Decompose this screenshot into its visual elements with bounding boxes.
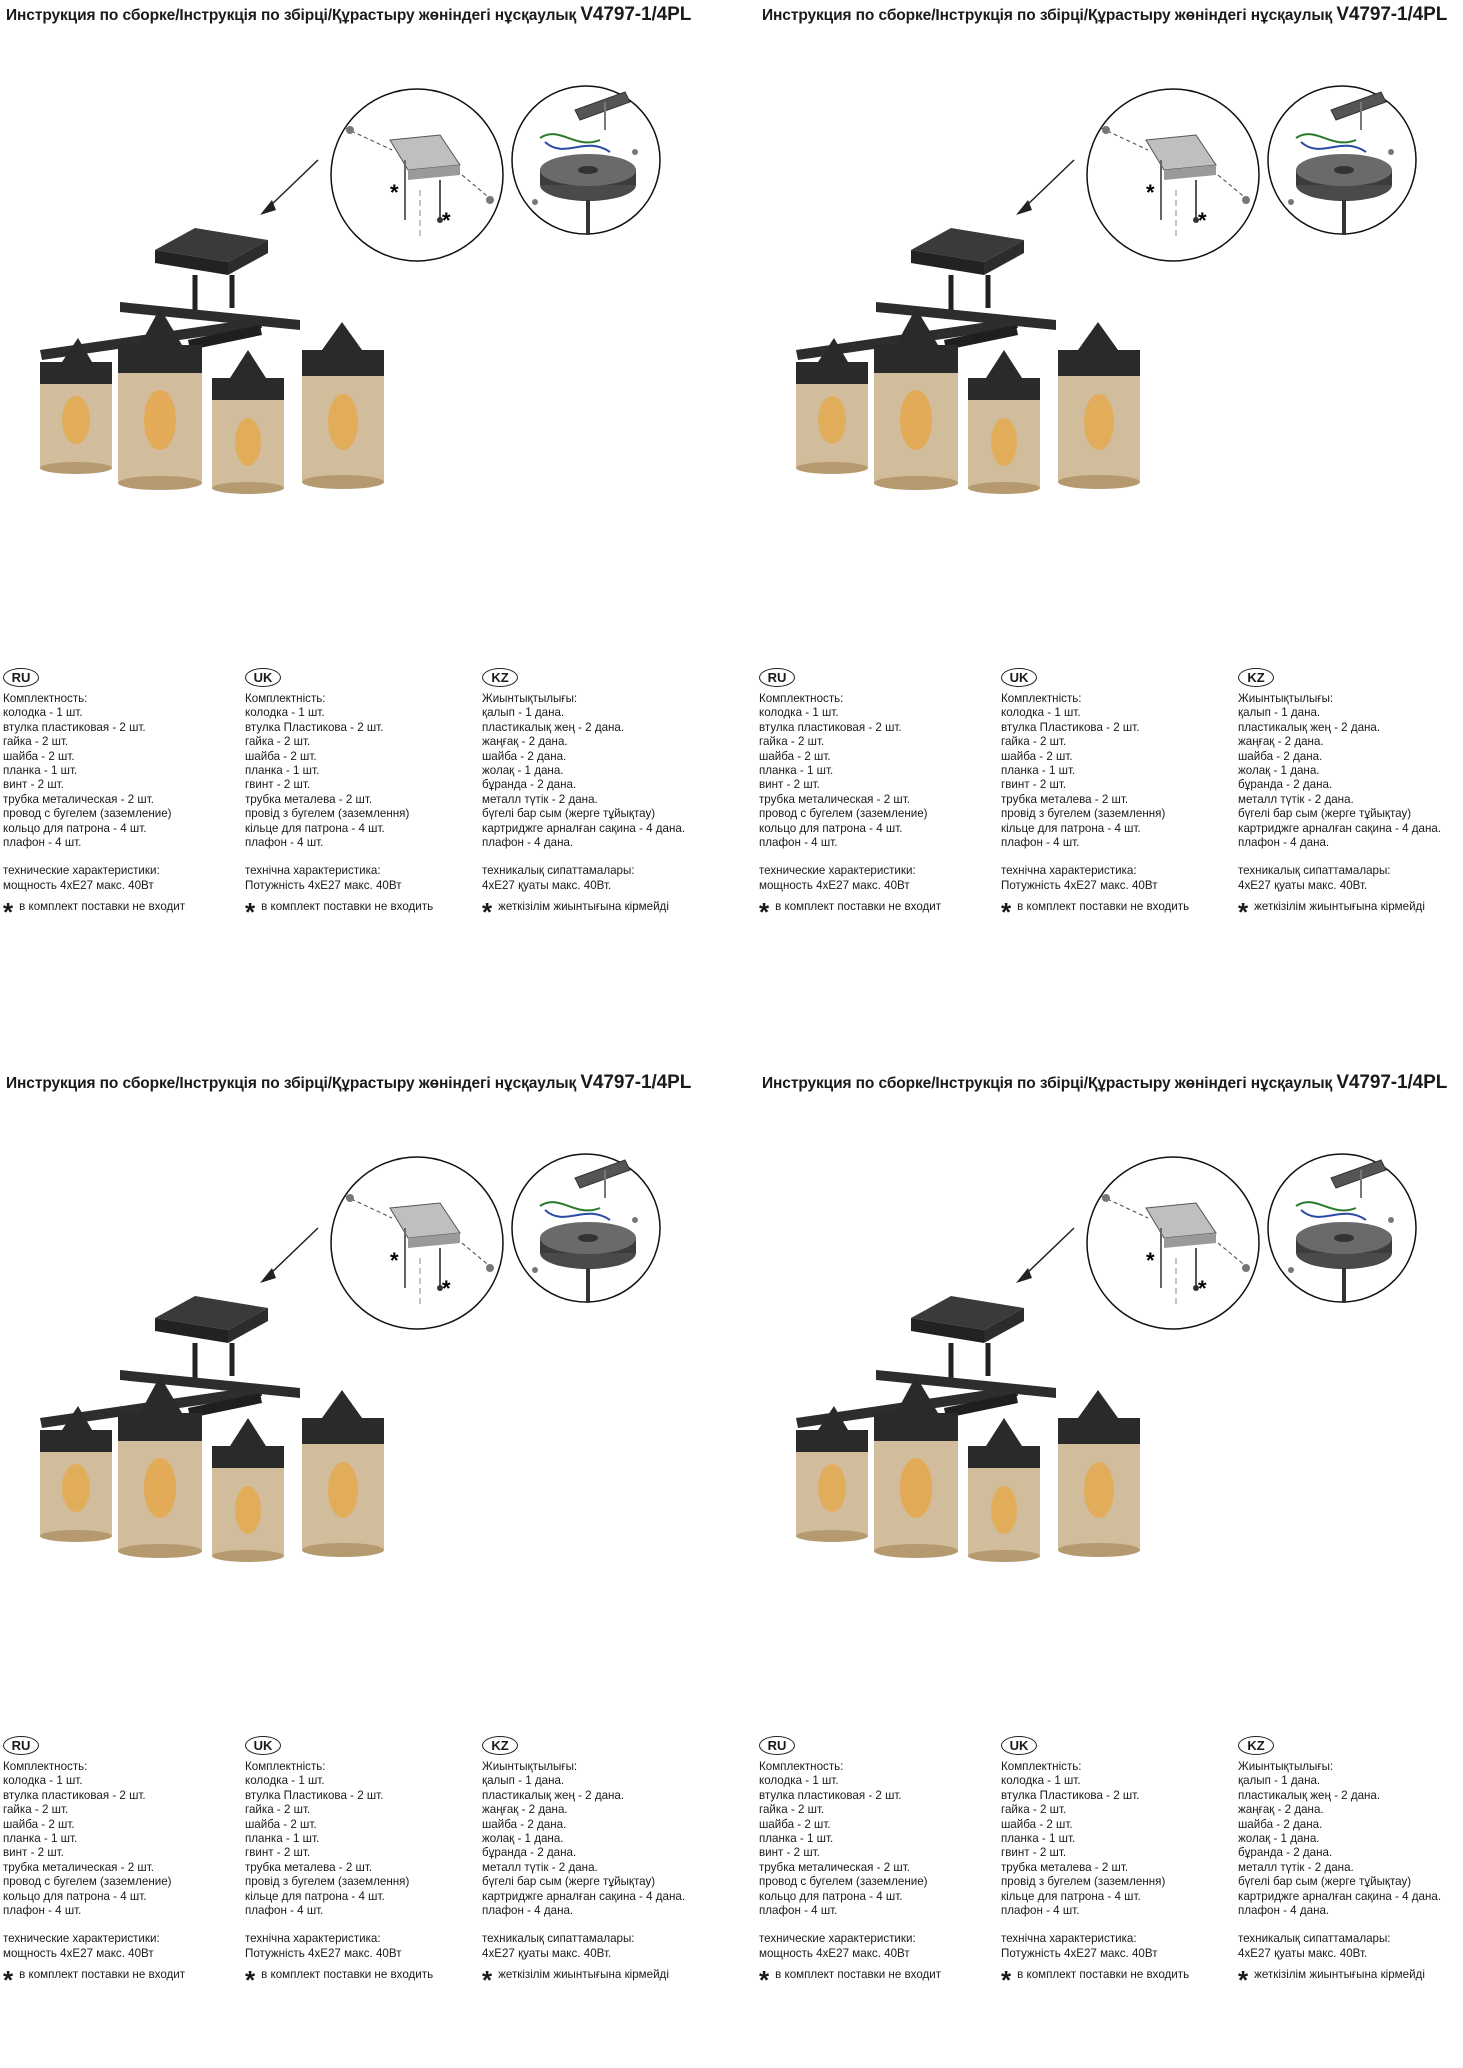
contents-heading: Комплектність: bbox=[1001, 692, 1082, 705]
contents-item: трубка металева - 2 шт. bbox=[1001, 792, 1129, 806]
contents-item: гайка - 2 шт. bbox=[245, 1803, 311, 1817]
contents-item: плафон - 4 шт. bbox=[245, 1904, 324, 1918]
model-number: V4797-1/4PL bbox=[1336, 1072, 1448, 1093]
spec-value: Потужність 4хЕ27 макс. 40Вт bbox=[1001, 1946, 1158, 1960]
contents-item: картриджге арналған сақина - 4 дана. bbox=[482, 1889, 686, 1903]
svg-text:*: * bbox=[442, 1276, 451, 1301]
asterisk-icon: * bbox=[245, 1965, 256, 1996]
contents-item: пластикалық жең - 2 дана. bbox=[482, 720, 625, 734]
wiring-detail bbox=[1268, 1154, 1416, 1303]
contents-item: винт - 2 шт. bbox=[759, 778, 820, 792]
language-badge: UK bbox=[1001, 668, 1037, 687]
shade-4 bbox=[302, 322, 384, 489]
contents-item: кольцо для патрона - 4 шт. bbox=[3, 821, 147, 835]
contents-item: бүгелі бар сым (жерге тұйықтау) bbox=[1238, 807, 1412, 821]
spec-title: технические характеристики: bbox=[759, 864, 916, 878]
shade-4 bbox=[1058, 322, 1140, 489]
contents-item: трубка металическая - 2 шт. bbox=[3, 1860, 154, 1874]
wiring-detail bbox=[512, 86, 660, 235]
wiring-detail bbox=[1268, 86, 1416, 235]
contents-item: втулка Пластикова - 2 шт. bbox=[1001, 1788, 1140, 1802]
column-kz bbox=[1238, 1736, 1463, 1996]
model-number: V4797-1/4PL bbox=[580, 4, 692, 25]
spec-title: технические характеристики: bbox=[759, 1932, 916, 1946]
contents-item: бұранда - 2 дана. bbox=[482, 1846, 577, 1860]
contents-item: плафон - 4 дана. bbox=[1238, 1904, 1330, 1918]
contents-item: бүгелі бар сым (жерге тұйықтау) bbox=[482, 807, 656, 821]
spec-title: техникалық сипаттамалары: bbox=[1238, 864, 1391, 878]
svg-text:*: * bbox=[1198, 208, 1207, 233]
spec-title: технічна характеристика: bbox=[245, 1932, 381, 1946]
contents-item: трубка металева - 2 шт. bbox=[1001, 1860, 1129, 1874]
svg-text:*: * bbox=[1146, 180, 1155, 205]
title-text: Инструкция по сборке/Інструкція по збірці/Құрастыру жөніндегі нұсқаулық bbox=[762, 7, 1333, 24]
contents-heading: Комплектность: bbox=[3, 1760, 88, 1773]
contents-item: плафон - 4 дана. bbox=[482, 836, 574, 850]
contents-item: гайка - 2 шт. bbox=[245, 735, 311, 749]
contents-item: кольцо для патрона - 4 шт. bbox=[759, 1889, 903, 1903]
not-included-text: в комплект поставки не входить bbox=[1017, 1968, 1190, 1982]
language-badge: UK bbox=[1001, 1736, 1037, 1755]
contents-item: гайка - 2 шт. bbox=[759, 735, 825, 749]
contents-item: винт - 2 шт. bbox=[759, 1846, 820, 1860]
contents-item: картриджге арналған сақина - 4 дана. bbox=[482, 821, 686, 835]
contents-item: плафон - 4 шт. bbox=[759, 836, 838, 850]
contents-item: провод с бугелем (заземление) bbox=[3, 1875, 172, 1889]
contents-item: планка - 1 шт. bbox=[1001, 1832, 1076, 1846]
contents-item: плафон - 4 дана. bbox=[1238, 836, 1330, 850]
spec-value: мощность 4хЕ27 макс. 40Вт bbox=[759, 1946, 910, 1960]
spec-value: 4хЕ27 қуаты макс. 40Вт. bbox=[1238, 1946, 1368, 1960]
contents-item: шайба - 2 шт. bbox=[1001, 749, 1073, 763]
contents-item: кольцо для патрона - 4 шт. bbox=[3, 1889, 147, 1903]
column-ru bbox=[759, 668, 995, 928]
contents-item: жолақ - 1 дана. bbox=[1238, 1832, 1320, 1846]
contents-item: провід з бугелем (заземлення) bbox=[245, 807, 410, 821]
contents-item: шайба - 2 дана. bbox=[482, 1817, 567, 1831]
contents-item: плафон - 4 шт. bbox=[759, 1904, 838, 1918]
contents-item: гвинт - 2 шт. bbox=[245, 1846, 311, 1860]
contents-item: металл түтік - 2 дана. bbox=[482, 1860, 598, 1874]
not-included-note bbox=[1001, 897, 1237, 928]
contents-item: плафон - 4 шт. bbox=[1001, 836, 1080, 850]
chandelier-illustration bbox=[0, 1108, 731, 1568]
contents-item: металл түтік - 2 дана. bbox=[1238, 792, 1354, 806]
mounting-bar-detail bbox=[1016, 1157, 1259, 1329]
spec-value: Потужність 4хЕ27 макс. 40Вт bbox=[245, 1946, 402, 1960]
instruction-panel bbox=[756, 0, 1463, 1000]
contents-item: кільце для патрона - 4 шт. bbox=[245, 1889, 385, 1903]
not-included-text: в комплект поставки не входить bbox=[1017, 900, 1190, 914]
contents-item: втулка Пластикова - 2 шт. bbox=[245, 720, 384, 734]
contents-item: жолақ - 1 дана. bbox=[1238, 764, 1320, 778]
page-title bbox=[762, 4, 1447, 26]
contents-item: шайба - 2 дана. bbox=[1238, 1817, 1323, 1831]
spec-title: техникалық сипаттамалары: bbox=[482, 1932, 635, 1946]
spec-value: мощность 4хЕ27 макс. 40Вт bbox=[759, 878, 910, 892]
spacer bbox=[3, 850, 239, 864]
contents-item: гвинт - 2 шт. bbox=[1001, 778, 1067, 792]
spacer bbox=[1238, 1918, 1463, 1932]
contents-heading: Комплектность: bbox=[759, 1760, 844, 1773]
contents-item: қалып - 1 дана. bbox=[482, 706, 565, 720]
column-ru bbox=[3, 1736, 239, 1996]
svg-text:*: * bbox=[1146, 1248, 1155, 1273]
contents-heading: Жиынтықтылығы: bbox=[482, 1760, 578, 1773]
spec-title: технічна характеристика: bbox=[1001, 1932, 1137, 1946]
column-uk bbox=[1001, 1736, 1237, 1996]
asterisk-icon: * bbox=[759, 1965, 770, 1996]
asterisk-icon: * bbox=[1001, 1965, 1012, 1996]
chandelier-drawing bbox=[40, 228, 384, 494]
contents-item: колодка - 1 шт. bbox=[1001, 706, 1081, 720]
contents-item: қалып - 1 дана. bbox=[1238, 706, 1321, 720]
spec-value: Потужність 4хЕ27 макс. 40Вт bbox=[1001, 878, 1158, 892]
spec-value: 4хЕ27 қуаты макс. 40Вт. bbox=[1238, 878, 1368, 892]
column-uk bbox=[1001, 668, 1237, 928]
contents-item: шайба - 2 шт. bbox=[1001, 1817, 1073, 1831]
spec-title: технические характеристики: bbox=[3, 864, 160, 878]
contents-item: колодка - 1 шт. bbox=[759, 706, 839, 720]
contents-heading: Комплектность: bbox=[759, 692, 844, 705]
spacer bbox=[482, 1918, 731, 1932]
contents-item: винт - 2 шт. bbox=[3, 778, 64, 792]
contents-item: колодка - 1 шт. bbox=[3, 1774, 83, 1788]
contents-item: гвинт - 2 шт. bbox=[245, 778, 311, 792]
contents-item: плафон - 4 шт. bbox=[3, 1904, 82, 1918]
contents-item: втулка пластиковая - 2 шт. bbox=[759, 1788, 902, 1802]
shade-3 bbox=[968, 1418, 1040, 1562]
instruction-panel bbox=[756, 1068, 1463, 2068]
spec-title: техникалық сипаттамалары: bbox=[482, 864, 635, 878]
contents-item: картриджге арналған сақина - 4 дана. bbox=[1238, 1889, 1442, 1903]
contents-heading: Жиынтықтылығы: bbox=[1238, 1760, 1334, 1773]
chandelier-illustration bbox=[0, 40, 731, 500]
language-badge: KZ bbox=[482, 668, 518, 687]
chandelier-drawing bbox=[40, 1296, 384, 1562]
column-uk bbox=[245, 1736, 481, 1996]
contents-item: втулка пластиковая - 2 шт. bbox=[3, 720, 146, 734]
contents-item: трубка металева - 2 шт. bbox=[245, 1860, 373, 1874]
contents-item: шайба - 2 шт. bbox=[759, 749, 831, 763]
contents-item: плафон - 4 шт. bbox=[245, 836, 324, 850]
asterisk-icon: * bbox=[3, 897, 14, 928]
model-number: V4797-1/4PL bbox=[1336, 4, 1448, 25]
not-included-text: в комплект поставки не входить bbox=[261, 900, 434, 914]
contents-item: гайка - 2 шт. bbox=[3, 1803, 69, 1817]
shade-4 bbox=[1058, 1390, 1140, 1557]
contents-item: жолақ - 1 дана. bbox=[482, 1832, 564, 1846]
contents-item: втулка Пластикова - 2 шт. bbox=[1001, 720, 1140, 734]
spec-value: 4хЕ27 қуаты макс. 40Вт. bbox=[482, 878, 612, 892]
shade-3 bbox=[212, 350, 284, 494]
asterisk-icon: * bbox=[1001, 897, 1012, 928]
contents-item: колодка - 1 шт. bbox=[3, 706, 83, 720]
not-included-note bbox=[482, 1965, 731, 1996]
asterisk-icon: * bbox=[245, 897, 256, 928]
asterisk-icon: * bbox=[759, 897, 770, 928]
language-badge: RU bbox=[759, 1736, 795, 1755]
mounting-bar-detail bbox=[1016, 89, 1259, 261]
spacer bbox=[245, 1918, 481, 1932]
asterisk-icon: * bbox=[482, 1965, 493, 1996]
spacer bbox=[245, 850, 481, 864]
contents-item: бұранда - 2 дана. bbox=[482, 778, 577, 792]
spacer bbox=[1001, 1918, 1237, 1932]
page-title bbox=[6, 1072, 691, 1094]
not-included-note bbox=[245, 1965, 481, 1996]
contents-item: винт - 2 шт. bbox=[3, 1846, 64, 1860]
contents-item: шайба - 2 дана. bbox=[1238, 749, 1323, 763]
contents-item: кільце для патрона - 4 шт. bbox=[245, 821, 385, 835]
contents-item: планка - 1 шт. bbox=[1001, 764, 1076, 778]
column-kz bbox=[482, 1736, 731, 1996]
chandelier-drawing bbox=[796, 228, 1140, 494]
spec-title: технічна характеристика: bbox=[245, 864, 381, 878]
svg-text:*: * bbox=[442, 208, 451, 233]
language-badge: UK bbox=[245, 668, 281, 687]
contents-item: кільце для патрона - 4 шт. bbox=[1001, 1889, 1141, 1903]
contents-item: гайка - 2 шт. bbox=[3, 735, 69, 749]
contents-item: колодка - 1 шт. bbox=[245, 1774, 325, 1788]
contents-item: шайба - 2 шт. bbox=[759, 1817, 831, 1831]
column-kz bbox=[482, 668, 731, 928]
column-kz bbox=[1238, 668, 1463, 928]
contents-item: картриджге арналған сақина - 4 дана. bbox=[1238, 821, 1442, 835]
not-included-note bbox=[1238, 1965, 1463, 1996]
contents-item: гвинт - 2 шт. bbox=[1001, 1846, 1067, 1860]
spacer bbox=[1238, 850, 1463, 864]
not-included-text: в комплект поставки не входит bbox=[19, 900, 186, 914]
contents-item: трубка металева - 2 шт. bbox=[245, 792, 373, 806]
contents-item: планка - 1 шт. bbox=[245, 1832, 320, 1846]
chandelier-drawing bbox=[796, 1296, 1140, 1562]
svg-text:*: * bbox=[390, 1248, 399, 1273]
not-included-note bbox=[482, 897, 731, 928]
contents-item: бүгелі бар сым (жерге тұйықтау) bbox=[482, 1875, 656, 1889]
svg-text:*: * bbox=[1198, 1276, 1207, 1301]
chandelier-illustration bbox=[756, 40, 1463, 500]
contents-item: трубка металическая - 2 шт. bbox=[759, 1860, 910, 1874]
contents-item: пластикалық жең - 2 дана. bbox=[1238, 720, 1381, 734]
contents-item: бұранда - 2 дана. bbox=[1238, 1846, 1333, 1860]
mounting-bar-detail bbox=[260, 1157, 503, 1329]
contents-item: гайка - 2 шт. bbox=[1001, 1803, 1067, 1817]
contents-item: трубка металическая - 2 шт. bbox=[759, 792, 910, 806]
contents-item: провод с бугелем (заземление) bbox=[759, 1875, 928, 1889]
language-badge: KZ bbox=[1238, 668, 1274, 687]
page-title bbox=[762, 1072, 1447, 1094]
contents-item: бүгелі бар сым (жерге тұйықтау) bbox=[1238, 1875, 1412, 1889]
contents-heading: Комплектность: bbox=[3, 692, 88, 705]
spacer bbox=[759, 1918, 995, 1932]
spec-title: технические характеристики: bbox=[3, 1932, 160, 1946]
contents-item: жаңғақ - 2 дана. bbox=[482, 1803, 568, 1817]
not-included-text: в комплект поставки не входить bbox=[261, 1968, 434, 1982]
spec-value: мощность 4хЕ27 макс. 40Вт bbox=[3, 878, 154, 892]
not-included-text: в комплект поставки не входит bbox=[19, 1968, 186, 1982]
title-text: Инструкция по сборке/Інструкція по збірці/Құрастыру жөніндегі нұсқаулық bbox=[6, 1075, 577, 1092]
shade-3 bbox=[968, 350, 1040, 494]
model-number: V4797-1/4PL bbox=[580, 1072, 692, 1093]
contents-item: шайба - 2 шт. bbox=[3, 749, 75, 763]
contents-heading: Комплектність: bbox=[245, 1760, 326, 1773]
spacer bbox=[759, 850, 995, 864]
asterisk-icon: * bbox=[1238, 897, 1249, 928]
contents-item: пластикалық жең - 2 дана. bbox=[482, 1788, 625, 1802]
not-included-note bbox=[245, 897, 481, 928]
not-included-note bbox=[1001, 1965, 1237, 1996]
contents-item: шайба - 2 шт. bbox=[3, 1817, 75, 1831]
contents-item: бұранда - 2 дана. bbox=[1238, 778, 1333, 792]
contents-item: провод с бугелем (заземление) bbox=[3, 807, 172, 821]
contents-item: кільце для патрона - 4 шт. bbox=[1001, 821, 1141, 835]
contents-item: провід з бугелем (заземлення) bbox=[245, 1875, 410, 1889]
chandelier-illustration bbox=[756, 1108, 1463, 1568]
contents-item: гайка - 2 шт. bbox=[1001, 735, 1067, 749]
contents-item: колодка - 1 шт. bbox=[245, 706, 325, 720]
asterisk-icon: * bbox=[482, 897, 493, 928]
column-ru bbox=[759, 1736, 995, 1996]
contents-item: металл түтік - 2 дана. bbox=[482, 792, 598, 806]
svg-text:*: * bbox=[390, 180, 399, 205]
contents-item: планка - 1 шт. bbox=[759, 1832, 834, 1846]
not-included-text: жеткізілім жиынтығына кірмейді bbox=[498, 900, 669, 914]
contents-item: втулка пластиковая - 2 шт. bbox=[759, 720, 902, 734]
contents-heading: Жиынтықтылығы: bbox=[1238, 692, 1334, 705]
language-badge: RU bbox=[759, 668, 795, 687]
language-badge: UK bbox=[245, 1736, 281, 1755]
not-included-note bbox=[3, 897, 239, 928]
spec-value: Потужність 4хЕ27 макс. 40Вт bbox=[245, 878, 402, 892]
contents-item: планка - 1 шт. bbox=[245, 764, 320, 778]
contents-item: гайка - 2 шт. bbox=[759, 1803, 825, 1817]
contents-item: втулка Пластикова - 2 шт. bbox=[245, 1788, 384, 1802]
not-included-text: жеткізілім жиынтығына кірмейді bbox=[498, 1968, 669, 1982]
spec-value: 4хЕ27 қуаты макс. 40Вт. bbox=[482, 1946, 612, 1960]
contents-item: планка - 1 шт. bbox=[759, 764, 834, 778]
contents-heading: Комплектність: bbox=[1001, 1760, 1082, 1773]
mounting-bar-detail bbox=[260, 89, 503, 261]
not-included-text: жеткізілім жиынтығына кірмейді bbox=[1254, 900, 1425, 914]
not-included-note bbox=[3, 1965, 239, 1996]
language-badge: KZ bbox=[482, 1736, 518, 1755]
contents-item: жолақ - 1 дана. bbox=[482, 764, 564, 778]
instruction-panel bbox=[0, 1068, 731, 2068]
contents-heading: Комплектність: bbox=[245, 692, 326, 705]
not-included-text: жеткізілім жиынтығына кірмейді bbox=[1254, 1968, 1425, 1982]
contents-item: провід з бугелем (заземлення) bbox=[1001, 807, 1166, 821]
contents-item: плафон - 4 шт. bbox=[3, 836, 82, 850]
spec-title: технічна характеристика: bbox=[1001, 864, 1137, 878]
not-included-note bbox=[1238, 897, 1463, 928]
title-text: Инструкция по сборке/Інструкція по збірці/Құрастыру жөніндегі нұсқаулық bbox=[6, 7, 577, 24]
page-title bbox=[6, 4, 691, 26]
contents-item: шайба - 2 шт. bbox=[245, 1817, 317, 1831]
asterisk-icon: * bbox=[3, 1965, 14, 1996]
contents-heading: Жиынтықтылығы: bbox=[482, 692, 578, 705]
spec-title: техникалық сипаттамалары: bbox=[1238, 1932, 1391, 1946]
contents-item: провід з бугелем (заземлення) bbox=[1001, 1875, 1166, 1889]
contents-item: колодка - 1 шт. bbox=[759, 1774, 839, 1788]
contents-item: пластикалық жең - 2 дана. bbox=[1238, 1788, 1381, 1802]
contents-item: металл түтік - 2 дана. bbox=[1238, 1860, 1354, 1874]
instruction-panel bbox=[0, 0, 731, 1000]
contents-item: шайба - 2 шт. bbox=[245, 749, 317, 763]
contents-item: кольцо для патрона - 4 шт. bbox=[759, 821, 903, 835]
not-included-text: в комплект поставки не входит bbox=[775, 900, 942, 914]
contents-item: трубка металическая - 2 шт. bbox=[3, 792, 154, 806]
asterisk-icon: * bbox=[1238, 1965, 1249, 1996]
contents-item: жаңғақ - 2 дана. bbox=[482, 735, 568, 749]
contents-item: плафон - 4 шт. bbox=[1001, 1904, 1080, 1918]
spacer bbox=[1001, 850, 1237, 864]
not-included-text: в комплект поставки не входит bbox=[775, 1968, 942, 1982]
contents-item: провод с бугелем (заземление) bbox=[759, 807, 928, 821]
language-badge: RU bbox=[3, 1736, 39, 1755]
language-badge: KZ bbox=[1238, 1736, 1274, 1755]
contents-item: қалып - 1 дана. bbox=[1238, 1774, 1321, 1788]
not-included-note bbox=[759, 1965, 995, 1996]
contents-item: планка - 1 шт. bbox=[3, 1832, 78, 1846]
contents-item: қалып - 1 дана. bbox=[482, 1774, 565, 1788]
shade-4 bbox=[302, 1390, 384, 1557]
not-included-note bbox=[759, 897, 995, 928]
contents-item: втулка пластиковая - 2 шт. bbox=[3, 1788, 146, 1802]
contents-item: шайба - 2 дана. bbox=[482, 749, 567, 763]
contents-item: жаңғақ - 2 дана. bbox=[1238, 735, 1324, 749]
title-text: Инструкция по сборке/Інструкція по збірці/Құрастыру жөніндегі нұсқаулық bbox=[762, 1075, 1333, 1092]
spacer bbox=[3, 1918, 239, 1932]
wiring-detail bbox=[512, 1154, 660, 1303]
shade-3 bbox=[212, 1418, 284, 1562]
contents-item: плафон - 4 дана. bbox=[482, 1904, 574, 1918]
contents-item: планка - 1 шт. bbox=[3, 764, 78, 778]
column-ru bbox=[3, 668, 239, 928]
contents-item: жаңғақ - 2 дана. bbox=[1238, 1803, 1324, 1817]
spacer bbox=[482, 850, 731, 864]
column-uk bbox=[245, 668, 481, 928]
contents-item: колодка - 1 шт. bbox=[1001, 1774, 1081, 1788]
language-badge: RU bbox=[3, 668, 39, 687]
spec-value: мощность 4хЕ27 макс. 40Вт bbox=[3, 1946, 154, 1960]
